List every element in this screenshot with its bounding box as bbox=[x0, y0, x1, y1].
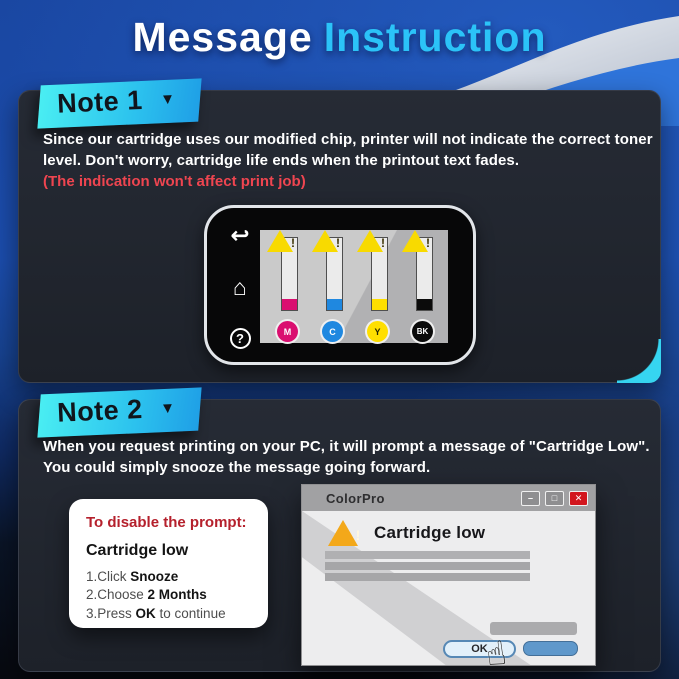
toner-fill bbox=[372, 299, 387, 310]
display-screen bbox=[260, 230, 448, 343]
note1-tag-label: Note 1 bbox=[56, 85, 144, 119]
step-2-text: 2.Choose bbox=[86, 587, 148, 603]
step-3 bbox=[86, 605, 258, 623]
toner-column-cyan bbox=[311, 230, 352, 343]
toner-fill bbox=[282, 299, 297, 310]
note2-panel bbox=[18, 394, 661, 675]
cursor-hand-icon: ☝ bbox=[483, 632, 509, 675]
toner-label-magenta: M bbox=[277, 321, 298, 342]
panel-corner-accent bbox=[617, 339, 661, 383]
close-icon[interactable]: ✕ bbox=[569, 491, 588, 506]
help-icon[interactable]: ? bbox=[230, 328, 251, 349]
page-title-accent: Instruction bbox=[323, 14, 547, 60]
note1-paragraph: Since our cartridge uses our modified chip, printer will not indicate the correct toner level. Don't worry, cartridge life ends when the printout text fades. bbox=[43, 131, 653, 170]
dialog-window bbox=[301, 484, 596, 675]
text-placeholder-line bbox=[325, 551, 530, 559]
toner-column-yellow bbox=[356, 230, 397, 343]
note2-tag-label: Note 2 bbox=[56, 394, 144, 428]
warning-triangle-icon bbox=[402, 230, 428, 252]
window-controls bbox=[521, 491, 588, 506]
toner-fill bbox=[417, 299, 432, 310]
note1-warning-text: (The indication won't affect print job) bbox=[43, 173, 306, 190]
chevron-down-icon: ▼ bbox=[159, 399, 175, 418]
toner-column-black bbox=[401, 230, 442, 343]
toner-label-black: BK bbox=[412, 321, 433, 342]
minimize-icon[interactable]: – bbox=[521, 491, 540, 506]
page-title-primary: Message bbox=[132, 14, 313, 60]
step-3-text: 3.Press bbox=[86, 605, 136, 621]
printer-display-mockup bbox=[204, 205, 476, 365]
step-1-keyword: Snooze bbox=[130, 569, 179, 584]
dialog-titlebar bbox=[302, 485, 595, 511]
toner-fill bbox=[327, 299, 342, 310]
note1-panel bbox=[18, 85, 661, 383]
ok-button[interactable]: OK bbox=[443, 640, 516, 658]
dialog-title: ColorPro bbox=[326, 490, 385, 506]
step-3-keyword: OK bbox=[135, 605, 156, 621]
tip-card bbox=[69, 499, 268, 628]
note2-paragraph: When you request printing on your PC, it will prompt a message of "Cartridge Low". You could simply snooze the message going forward. bbox=[43, 438, 650, 477]
confirm-button[interactable] bbox=[523, 641, 578, 656]
tip-card-heading: To disable the prompt: bbox=[86, 514, 247, 531]
alert-warning-icon bbox=[328, 520, 358, 546]
back-icon[interactable]: ↩ bbox=[230, 222, 250, 248]
text-placeholder-line bbox=[325, 562, 530, 570]
step-1 bbox=[86, 568, 258, 586]
tip-card-steps bbox=[86, 568, 258, 623]
alert-title: Cartridge low bbox=[374, 523, 486, 542]
step-3-suffix: to continue bbox=[155, 605, 226, 621]
toner-label-cyan: C bbox=[322, 321, 343, 342]
warning-triangle-icon bbox=[312, 230, 338, 252]
step-1-text: 1.Click bbox=[86, 569, 131, 584]
page-title bbox=[0, 14, 679, 61]
tip-card-subheading: Cartridge low bbox=[86, 542, 189, 559]
toner-label-yellow: Y bbox=[367, 321, 388, 342]
dialog-body bbox=[302, 511, 595, 675]
maximize-icon[interactable]: □ bbox=[545, 491, 564, 506]
step-2 bbox=[86, 586, 258, 604]
chevron-down-icon: ▼ bbox=[159, 90, 175, 109]
note2-tag bbox=[37, 387, 202, 437]
warning-triangle-icon bbox=[267, 230, 293, 252]
text-placeholder-line bbox=[325, 573, 530, 581]
toner-column-magenta bbox=[266, 230, 307, 343]
step-2-keyword: 2 Months bbox=[147, 587, 207, 603]
warning-triangle-icon bbox=[357, 230, 383, 252]
display-nav-column bbox=[222, 224, 258, 349]
home-icon[interactable]: ⌂ bbox=[233, 274, 247, 300]
note1-tag bbox=[37, 78, 202, 128]
